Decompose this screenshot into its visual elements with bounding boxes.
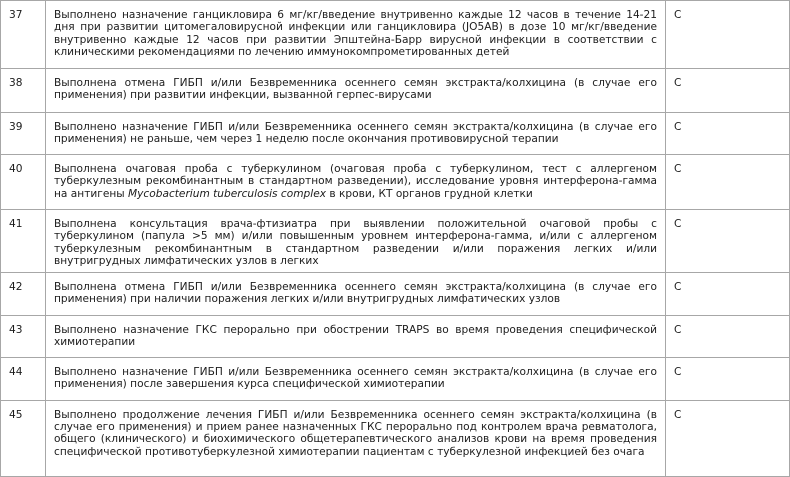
criterion-text-part: Выполнена очаговая проба с туберкулином (очаговая проба с туберкулином, тест с аллергеном туберкулезным рекомбинантным в стандартном разведении), исследование уровня интерферона-гамма на антигены: [54, 163, 657, 200]
evidence-grade: С: [666, 113, 790, 155]
table-row: [1, 69, 790, 113]
row-number: 40: [1, 155, 46, 210]
row-number: 37: [1, 1, 46, 69]
criterion-text: Выполнено назначение ганцикловира 6 мг/кг/введение внутривенно каждые 12 часов в течение 14-21 дня при развитии цитомегаловирусной инфекции или ганцикловира (JO5AB) в дозе 10 мг/кг/введение внутривенно каждые 12 часов при развитии Эпштейна-Барр вирусной инфекции в соответствии с клиническими рекомендациями по лечению иммунокомпрометированных детей: [46, 1, 666, 69]
criterion-text: Выполнено назначение ГКС перорально при обострении TRAPS во время проведения специфической химиотерапии: [46, 315, 666, 357]
evidence-grade: С: [666, 272, 790, 315]
criterion-text: Выполнена отмена ГИБП и/или Безвременника осеннего семян экстракта/колхицина (в случае его применения) при наличии поражения легких и/или внутригрудных лимфатических узлов: [46, 272, 666, 315]
evidence-grade: С: [666, 400, 790, 476]
criterion-text-part: в крови, КТ органов грудной клетки: [326, 187, 533, 200]
evidence-grade: С: [666, 315, 790, 357]
row-number: 41: [1, 210, 46, 273]
row-number: 44: [1, 357, 46, 400]
row-number: 38: [1, 69, 46, 113]
table-row: [1, 357, 790, 400]
table-row: [1, 1, 790, 69]
table-row: [1, 272, 790, 315]
table-row: [1, 315, 790, 357]
criterion-text: [46, 155, 666, 210]
evidence-grade: С: [666, 1, 790, 69]
criterion-text: Выполнена отмена ГИБП и/или Безвременника осеннего семян экстракта/колхицина (в случае его применения) при развитии инфекции, вызванной герпес-вирусами: [46, 69, 666, 113]
table-row: [1, 113, 790, 155]
row-number: 39: [1, 113, 46, 155]
evidence-grade: С: [666, 357, 790, 400]
table-row: [1, 210, 790, 273]
criterion-text: Выполнена консультация врача-фтизиатра при выявлении положительной очаговой пробы с туберкулином (папула >5 мм) и/или повышенным уровнем интерферона-гамма, и/или с аллергеном туберкулезным рекомбинантным в стандартном разведении и/или поражения легких и/или внутригрудных лимфатических узлов в легких: [46, 210, 666, 273]
row-number: 45: [1, 400, 46, 476]
evidence-grade: С: [666, 155, 790, 210]
row-number: 42: [1, 272, 46, 315]
table-row: [1, 155, 790, 210]
evidence-grade: С: [666, 69, 790, 113]
evidence-grade: С: [666, 210, 790, 273]
criterion-text-italic: Mycobacterium tuberculosis complex: [128, 187, 327, 200]
criterion-text: Выполнено продолжение лечения ГИБП и/или Безвременника осеннего семян экстракта/колхицина (в случае его применения) и прием ранее назначенных ГКС перорально под контролем врача ревматолога, общего (клинического) и биохимического общетерапевтического анализов крови на время проведения специфической противотуберкулезной химиотерапии пациентам с туберкулезной инфекцией без очага: [46, 400, 666, 476]
criterion-text: Выполнено назначение ГИБП и/или Безвременника осеннего семян экстракта/колхицина (в случае его применения) не раньше, чем через 1 неделю после окончания противовирусной терапии: [46, 113, 666, 155]
table-row: [1, 400, 790, 476]
row-number: 43: [1, 315, 46, 357]
criterion-text: Выполнено назначение ГИБП и/или Безвременника осеннего семян экстракта/колхицина (в случае его применения) после завершения курса специфической химиотерапии: [46, 357, 666, 400]
